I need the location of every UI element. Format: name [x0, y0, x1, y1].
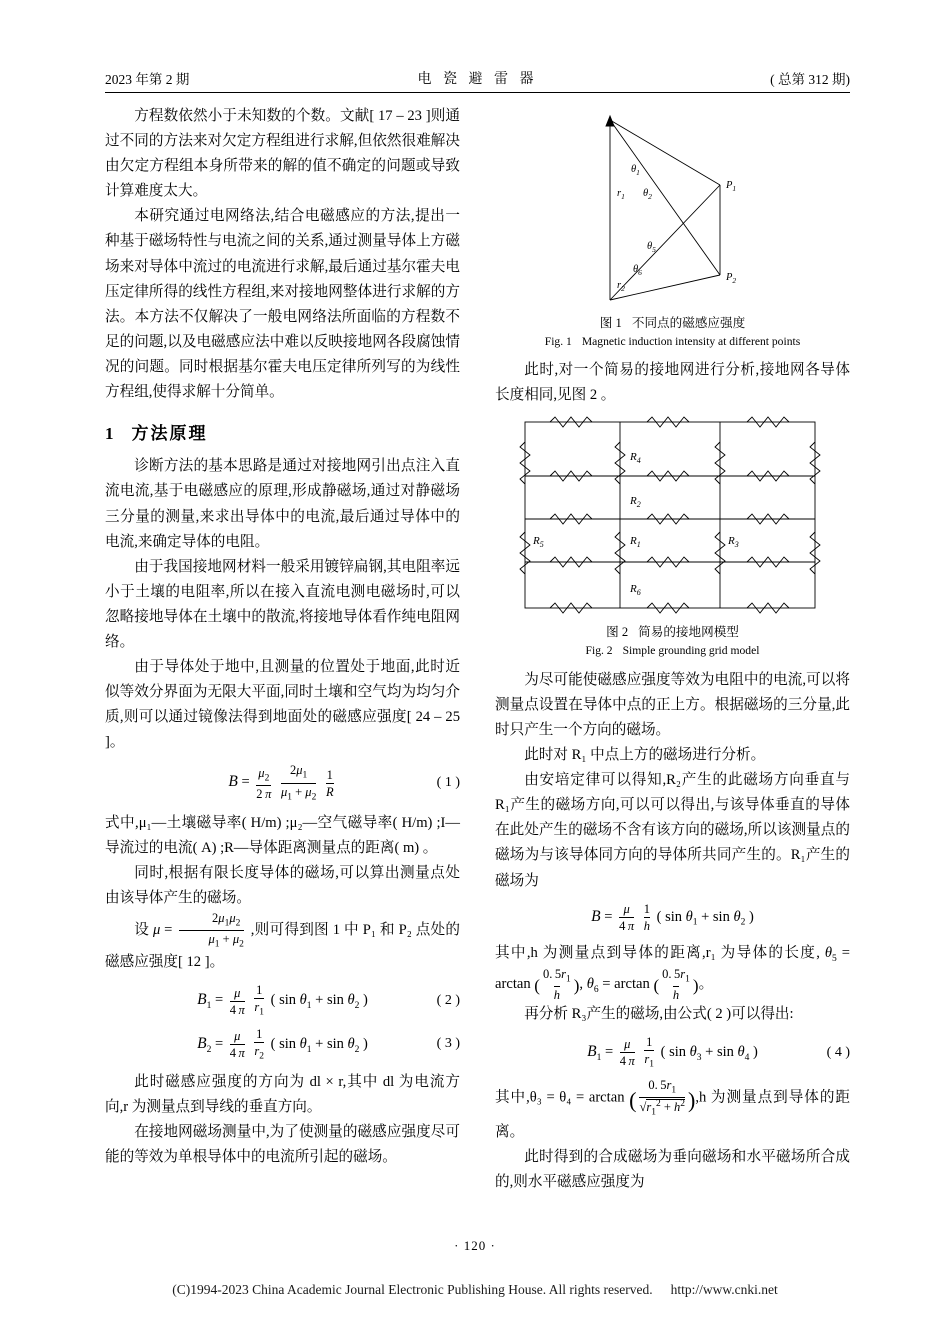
section-number: 1 — [105, 424, 116, 444]
figure-1-label: 图 1 — [599, 316, 622, 330]
figure-1-caption-cn-text: 不同点的磁感应强度 — [631, 316, 746, 330]
figure-1 — [495, 110, 850, 310]
page-number: · 120 · — [454, 1238, 496, 1253]
equation-4-body: $B_1$ = $\frac{\mu}{4 \pi}$ $\frac{1}{r_1}$ ( $\sin \theta_3 + \sin \theta_4$ ) — [587, 1035, 758, 1070]
figure-2-label: 图 2 — [606, 625, 629, 640]
paragraph-5: 由于导体处于地中,且测量的位置处于地面,此时近似等效分界面为无限大平面,同时土壤和空气均为均匀介质,则可以通过镜像法得到地面处的磁感应强度[ 24 – 25 ]。 — [105, 659, 460, 751]
figure-1-label-theta6: θ6 — [633, 264, 642, 277]
equation-2 — [105, 983, 460, 1018]
paragraph-9: 此时磁感应强度的方向为 dl × r,其中 dl 为电流方向,r 为测量点到导线的垂直方向。 — [105, 1073, 460, 1115]
figure-1-diagram — [495, 110, 850, 308]
header-issue-total: ( 总第 312 期) — [770, 72, 850, 87]
equation-4 — [495, 1035, 850, 1070]
right-paragraph-5: 其中,h 为测量点到导体的距离,r₁ 为导体的长度, $\theta_5 = \arctan$ ( $\frac{0. 5r_1}{h}$ ), $\theta_6 = \arctan$ ( $\frac{0. 5r_1}{h}$ )。 — [495, 944, 850, 1002]
figure-2-label-r2: R2 — [630, 495, 641, 510]
paragraph-4: 由于我国接地网材料一般采用镀锌扁钢,其电阻率远小于土壤的电阻率,所以在接入直流电测电磁场时,可以忽略接地导体在土壤中的散流,将接地导体看作纯电阻网络。 — [105, 558, 460, 651]
right-paragraph-4: 由安培定律可以得知,R₂产生的此磁场方向垂直与 R₁产生的磁场方向,可以可以得出,与该导体垂直的导体在此处产生的磁场不含有该方向的磁场,所以该测量点的磁场为与该导体同方向的导体所共同产生的。R₁产生的磁场为 — [495, 772, 850, 889]
equation-2-body: $B_1$ = $\frac{\mu}{4 \pi}$ $\frac{1}{r_1}$ ( $\sin \theta_1 + \sin \theta_2$ ) — [197, 983, 368, 1018]
equation-1-body: B = $\frac{\mu_2}{2 \pi}$ $\frac{2\mu_1}{\mu_1 + \mu_2}$ $\frac{1}{R}$ — [228, 763, 334, 803]
header-issue-date: 2023 年第 2 期 — [105, 72, 190, 87]
figure-1-caption-cn — [495, 314, 850, 333]
paragraph-10: 在接地网磁场测量中,为了使测量的磁感应强度尽可能的等效为单根导体中的电流所引起的磁场。 — [105, 1123, 460, 1165]
right-paragraph-3: 此时对 R₁ 中点上方的磁场进行分析。 — [524, 747, 766, 764]
equation-3 — [105, 1027, 460, 1062]
equation-3-body: $B_2$ = $\frac{\mu}{4 \pi}$ $\frac{1}{r_2}$ ( $\sin \theta_1 + \sin \theta_2$ ) — [197, 1026, 368, 1062]
copyright-notice — [0, 1282, 950, 1298]
figure-1-caption-en-text: Magnetic induction intensity at different points — [581, 334, 801, 348]
paragraph-2: 本研究通过电网络法,结合电磁感应的方法,提出一种基于磁场特性与电流之间的关系,通过测量导体上方磁场来对导体中流过的电流进行求解,最后通过基尔霍夫电压定律所得的线性方程组,来对接地网整体进行求解的方法。本方法不仅解决了一般电网络法所面临的方程数不足的问题,以及电磁感应法中难以反映接地网各段腐蚀情况的问题。同时根据基尔霍夫电压定律所列写的为线性方程组,使得求解十分简单。 — [105, 208, 460, 401]
figure-2-caption-en — [495, 642, 850, 659]
right-paragraph-5-post: 。 — [698, 975, 714, 992]
figure-1-label-en: Fig. 1 — [544, 334, 572, 348]
equation-4-number: ( 4 ) — [826, 1044, 850, 1060]
page-header — [105, 68, 850, 88]
header-divider — [105, 92, 850, 93]
figure-1-label-theta5: θ5 — [647, 241, 656, 254]
figure-1-label-theta1: θ1 — [631, 164, 640, 177]
paragraph-1: 方程数依然小于未知数的个数。文献[ 17 – 23 ]则通过不同的方法来对欠定方程组进行求解,但依然很难解决由欠定方程组本身所带来的解的值不确定的问题或导致计算难度太大。 — [105, 108, 460, 200]
figure-2 — [495, 414, 850, 619]
paragraph-7: 同时,根据有限长度导体的磁场,可以算出测量点处由该导体产生的磁场。 — [105, 864, 460, 907]
section-heading — [105, 419, 460, 448]
figure-2-label-r1: R1 — [630, 535, 641, 550]
figure-1-label-p1: P1 — [726, 180, 737, 193]
figure-2-label-r4: R4 — [630, 451, 641, 466]
right-paragraph-5-pre: 其中,h 为测量点到导体的距离,r₁ 为导体的长度, — [495, 944, 820, 961]
copyright-url: http://www.cnki.net — [670, 1282, 778, 1297]
figure-2-label-en: Fig. 2 — [585, 644, 613, 658]
right-paragraph-1: 此时,对一个简易的接地网进行分析,接地网各导体长度相同,见图 2 。 — [495, 362, 850, 404]
figure-2-label-r3: R3 — [728, 535, 739, 550]
section-title: 方法原理 — [131, 424, 208, 444]
equation-2-number: ( 2 ) — [436, 992, 460, 1008]
header-journal-title: 电 瓷 避 雷 器 — [417, 72, 538, 87]
figure-1-label-r2: r2 — [617, 280, 625, 293]
equation-b-r1 — [495, 902, 850, 933]
figure-1-label-theta2: θ2 — [643, 188, 652, 201]
paragraph-8: 设 μ = $\frac{2\mu_1\mu_2}{\mu_1 + \mu_2}$ ,则可得到图 1 中 P₁ 和 P₂ 点处的磁感应强度[ 12 ]。 — [105, 911, 460, 971]
paragraph-8-pre: 设 — [134, 922, 150, 939]
copyright-text: (C)1994-2023 China Academic Journal Electronic Publishing House. All rights reserved. — [172, 1282, 653, 1297]
figure-2-caption-cn-text: 简易的接地网模型 — [638, 625, 739, 640]
right-paragraph-7-post: ,h 为测量点到导体的距离。 — [495, 1089, 850, 1140]
right-paragraph-6: 再分析 R₃产生的磁场,由公式( 2 )可以得出: — [524, 1005, 794, 1022]
right-paragraph-7-pre: 其中,θ₃ = θ₄ = arctan — [495, 1089, 625, 1106]
equation-3-number: ( 3 ) — [436, 1036, 460, 1052]
paragraph-8-post: ,则可得到图 1 中 P₁ 和 P₂ 点处的磁感应强度[ 12 ]。 — [105, 922, 460, 971]
figure-1-label-r1: r1 — [617, 188, 625, 201]
equation-b-r1-body: B = $\frac{\mu}{4 \pi}$ $\frac{1}{h}$ ( $\sin \theta_1 + \sin \theta_2$ ) — [591, 901, 754, 933]
equation-1-number: ( 1 ) — [436, 775, 460, 791]
figure-2-caption-en-text: Simple grounding grid model — [622, 644, 760, 658]
figure-2-label-r6: R6 — [630, 583, 641, 598]
figure-2-label-r5: R5 — [533, 535, 544, 550]
figure-1-label-p2: P2 — [726, 272, 737, 285]
figure-2-diagram — [495, 414, 850, 619]
right-column — [495, 104, 850, 1195]
left-column — [105, 104, 460, 1170]
equation-1 — [105, 763, 460, 802]
right-paragraph-2: 为尽可能使磁感应强度等效为电阻中的电流,可以将测量点设置在导体中点的正上方。根据磁场的三分量,此时只产生一个方向的磁场。 — [495, 671, 850, 738]
right-paragraph-7: 其中,θ₃ = θ₄ = arctan ( $\frac{0. 5r_1}{√r_1^2 + h^2}$ ),h 为测量点到导体的距离。 — [495, 1078, 850, 1140]
paragraph-6: 式中,μ₁—土壤磁导率( H/m) ;μ₂—空气磁导率( H/m) ;I—导流过的电流( A) ;R—导体距离测量点的距离( m) 。 — [105, 814, 460, 856]
paragraph-3: 诊断方法的基本思路是通过对接地网引出点注入直流电流,基于电磁感应的原理,形成静磁场,通过对静磁场三分量的测量,来求出导体中的电流,最后通过导体中的电流,来确定导体的电阻。 — [105, 458, 460, 550]
right-paragraph-8: 此时得到的合成磁场为垂向磁场和水平磁场所合成的,则水平磁感应强度为 — [495, 1148, 850, 1190]
figure-2-caption-cn — [495, 623, 850, 642]
figure-1-caption-en — [495, 333, 850, 350]
